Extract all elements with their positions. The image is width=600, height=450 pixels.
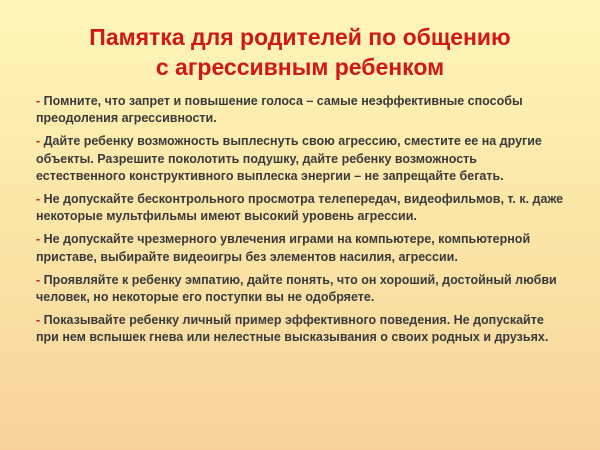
bullet-dash: - [36,272,41,287]
advice-item [36,191,566,226]
slide-title-line-1: Памятка для родителей по общению [89,24,511,50]
advice-item-text: Дайте ребенку возможность выплеснуть свою агрессию, сместите ее на другие объекты. Разрешите поколотить подушку, дайте ребенку возможность естественного конструктивного выплеска энергии – не запрещайте бегать. [36,134,542,184]
advice-item [36,231,566,266]
slide-title-line-2: с агрессивным ребенком [155,54,445,80]
advice-item [36,133,566,185]
bullet-dash: - [36,94,41,108]
advice-item-text: Помните, что запрет и повышение голоса – самые неэффективные способы преодоления агрессивности. [36,94,523,126]
advice-item-text: Не допускайте чрезмерного увлечения играми на компьютере, компьютерной приставе, выбирайте видеоигры без элементов насилия, агрессии. [36,232,531,264]
bullet-dash: - [36,312,41,327]
slide-title [20,22,580,82]
bullet-dash: - [36,232,41,247]
advice-list [36,93,566,352]
advice-item-text: Не допускайте бесконтрольного просмотра телепередач, видеофильмов, т. к. даже некоторые мультфильмы имеют высокий уровень агрессии. [36,192,564,224]
advice-item [36,272,566,307]
bullet-dash: - [36,192,41,207]
advice-item-text: Проявляйте к ребенку эмпатию, дайте понять, что он хороший, достойный любви человек, но некоторые его поступки вы не одобряете. [36,272,557,305]
bullet-dash: - [36,134,41,149]
advice-item [36,312,566,347]
advice-item-text: Показывайте ребенку личный пример эффективного поведения. Не допускайте при нем вспышек гнева или нелестные высказывания о своих родных и друзьях. [36,312,549,345]
advice-item [36,93,566,128]
